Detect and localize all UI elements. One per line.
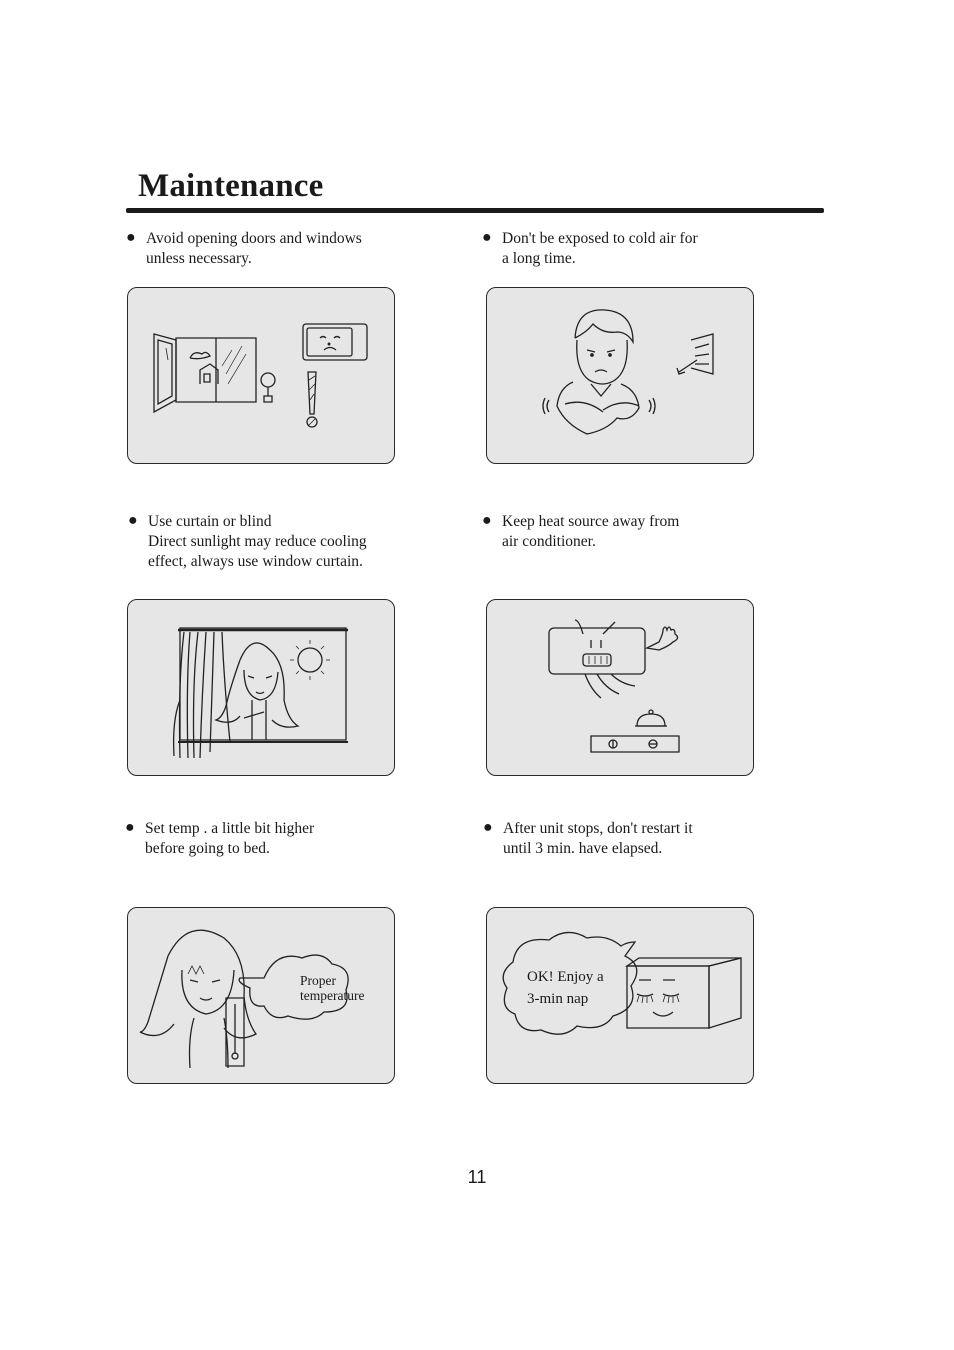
shivering-person-illustration (487, 288, 754, 464)
bullet: ● (483, 819, 493, 836)
tip-avoid-opening-doors (126, 229, 362, 269)
tip-line: Avoid opening doors and windows (146, 230, 362, 247)
tip-line: Set temp . a little bit higher (145, 820, 315, 837)
bubble-line: 3-min nap (527, 991, 589, 1007)
tip-set-temp (125, 819, 315, 859)
illustration-heat-source (486, 599, 754, 776)
bullet: ● (128, 512, 138, 529)
tip-restart-delay (483, 819, 693, 859)
page-number: 11 (467, 1167, 487, 1187)
tip-line: Keep heat source away from (502, 513, 680, 530)
illustration-3-min-nap (486, 907, 754, 1084)
tip-line: effect, always use window curtain. (148, 553, 363, 570)
tip-use-curtain (128, 512, 367, 572)
tip-cold-air (482, 229, 698, 269)
title-rule (126, 208, 824, 213)
illustration-open-window (127, 287, 395, 464)
curtain-sun-illustration (128, 600, 395, 776)
heat-source-illustration (487, 600, 754, 776)
tip-line: before going to bed. (145, 840, 270, 857)
open-window-illustration (128, 288, 395, 464)
illustration-shivering-person (486, 287, 754, 464)
tip-line: air conditioner. (502, 533, 596, 550)
page-title: Maintenance (138, 168, 324, 204)
tip-heat-source (482, 512, 680, 552)
bubble-enjoy-nap (527, 966, 604, 1010)
tip-line: a long time. (502, 250, 576, 267)
tip-line: After unit stops, don't restart it (503, 820, 693, 837)
tip-line: Use curtain or blind (148, 513, 272, 530)
illustration-curtain-sun (127, 599, 395, 776)
bullet: ● (126, 229, 136, 246)
bubble-line: OK! Enjoy a (527, 969, 604, 985)
bubble-line: Proper (300, 973, 336, 988)
bullet: ● (482, 229, 492, 246)
tip-line: until 3 min. have elapsed. (503, 840, 663, 857)
illustration-proper-temperature (127, 907, 395, 1084)
tip-line: Don't be exposed to cold air for (502, 230, 698, 247)
bubble-line: temperature (300, 988, 365, 1003)
tip-line: Direct sunlight may reduce cooling (148, 533, 367, 550)
tip-line: unless necessary. (146, 250, 252, 267)
bullet: ● (125, 819, 135, 836)
bullet: ● (482, 512, 492, 529)
bubble-proper-temperature (300, 973, 364, 1003)
